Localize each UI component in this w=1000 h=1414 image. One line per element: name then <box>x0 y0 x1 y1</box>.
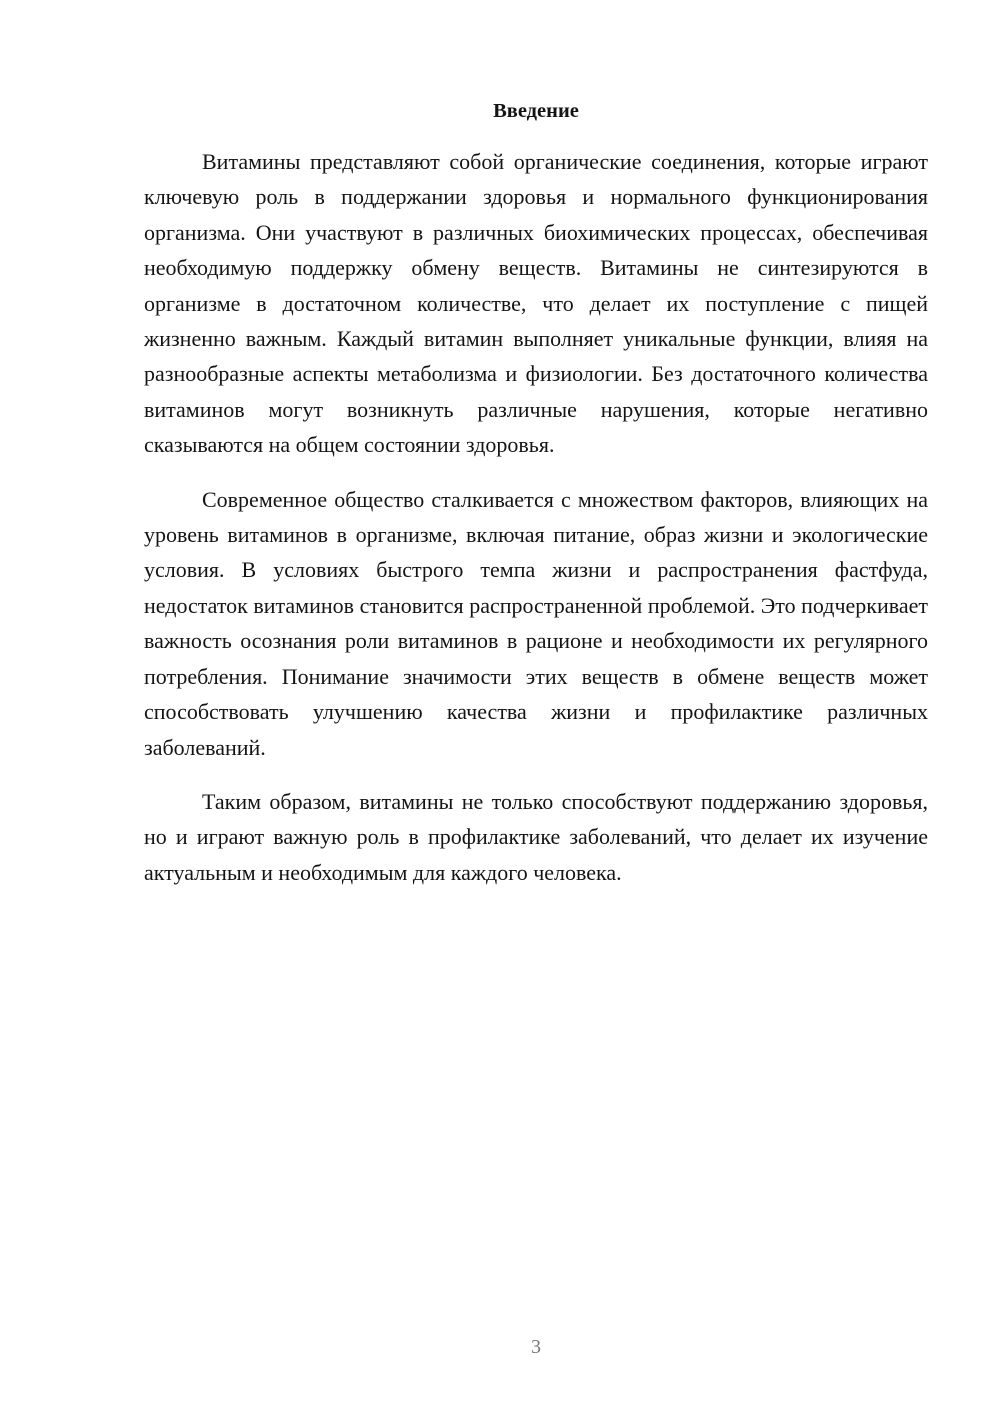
page-number: 3 <box>531 1336 541 1358</box>
section-heading: Введение <box>493 100 579 122</box>
paragraph-3: Таким образом, витамины не только способствуют поддержанию здоровья, но и играют важную роль в профилактике заболеваний, что делает их изучение актуальным и необходимым для каждого человека. <box>144 788 928 885</box>
paragraph-1: Витамины представляют собой органические соединения, которые играют ключевую роль в поддержании здоровья и нормального функционирования организма. Они участвуют в различных биохимических процессах, обеспечивая необходимую поддержку обмену веществ. Витамины не синтезируются в организме в достаточном количестве, что делает их поступление с пищей жизненно важным. Каждый витамин выполняет уникальные функции, влияя на разнообразные аспекты метаболизма и физиологии. Без достаточного количества витаминов могут возникнуть различные нарушения, которые негативно сказываются на общем состоянии здоровья. <box>144 149 928 458</box>
body-text <box>144 144 928 890</box>
paragraph-2: Современное общество сталкивается с множеством факторов, влияющих на уровень витаминов в организме, включая питание, образ жизни и экологические условия. В условиях быстрого темпа жизни и распространения фастфуда, недостаток витаминов становится распространенной проблемой. Это подчеркивает важность осознания роли витаминов в рационе и необходимости их регулярного потребления. Понимание значимости этих веществ в обмене веществ может способствовать улучшению качества жизни и профилактике различных заболеваний. <box>144 486 928 760</box>
